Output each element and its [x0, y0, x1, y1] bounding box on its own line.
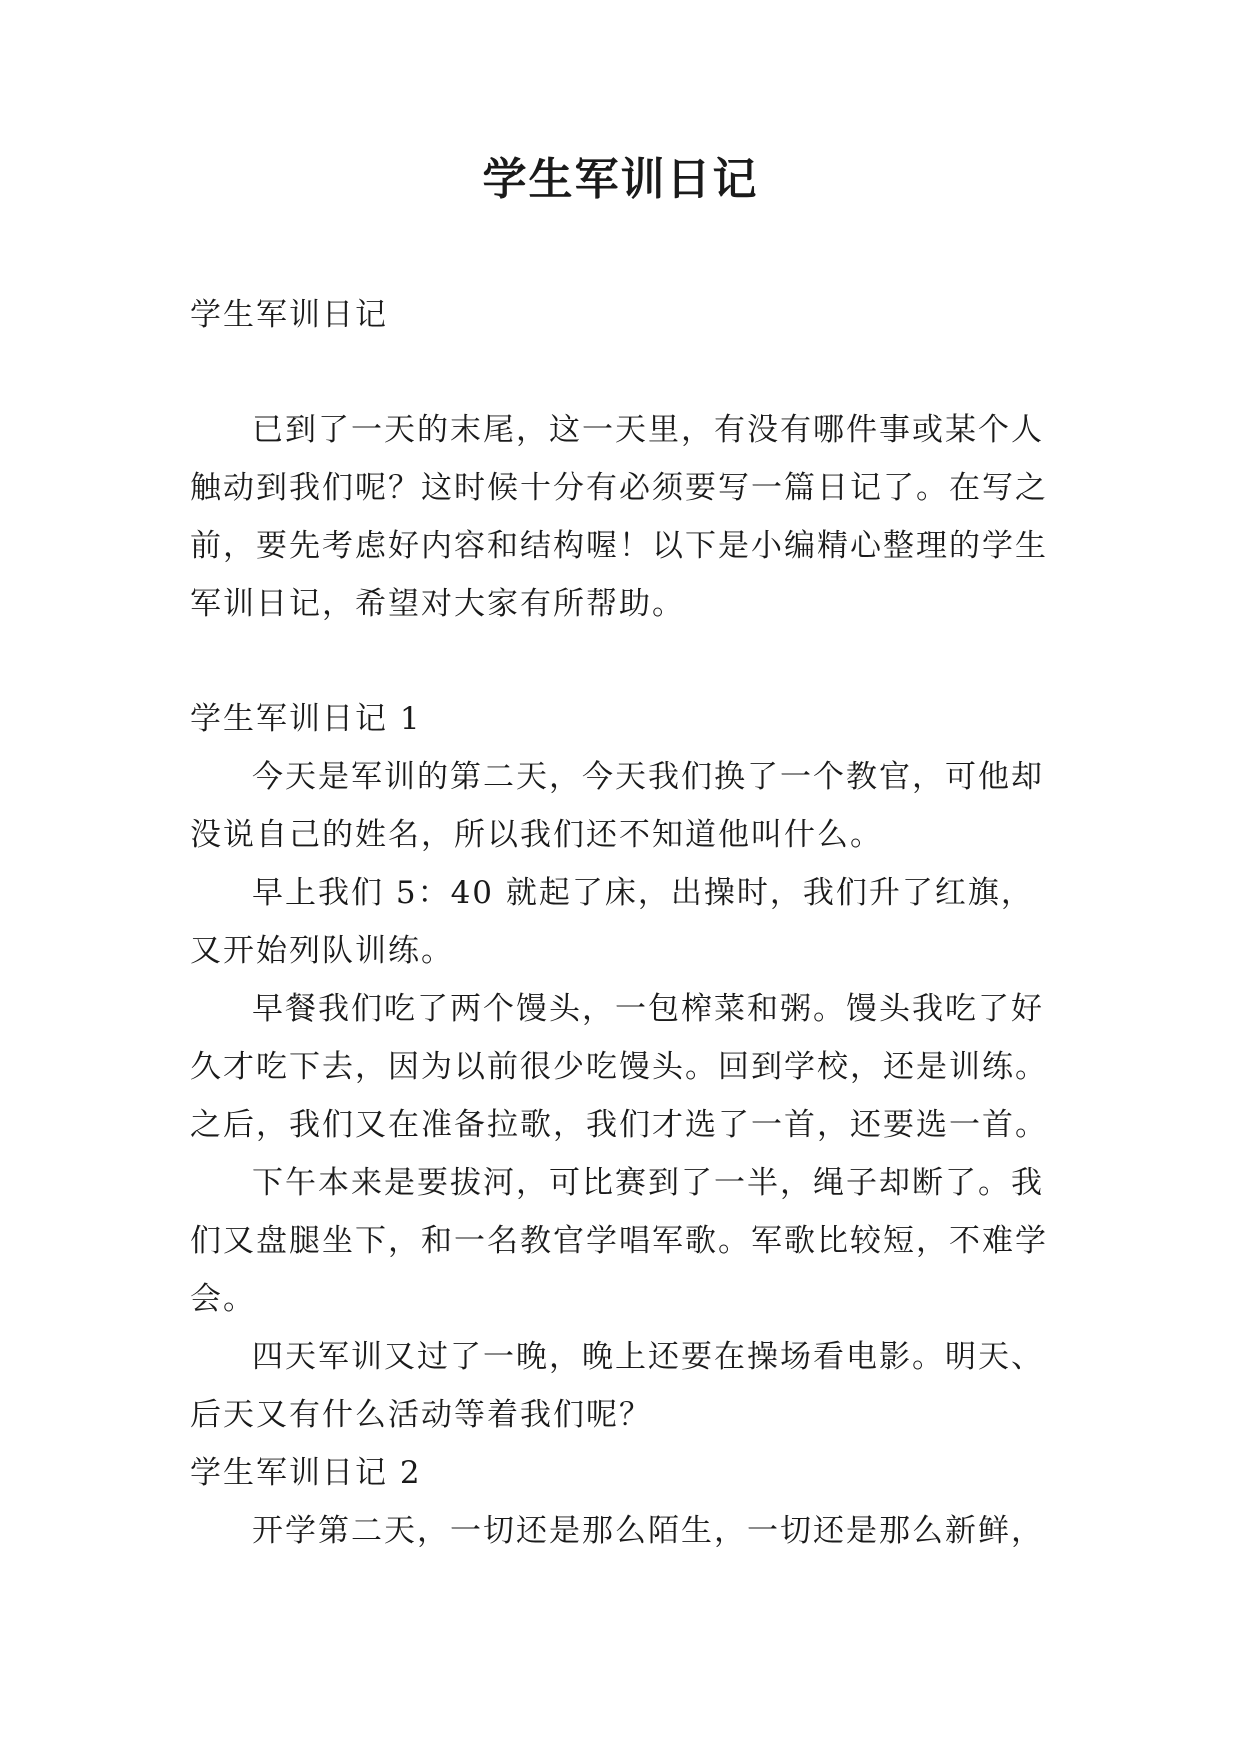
- body-paragraph: 早上我们 5：40 就起了床，出操时，我们升了红旗，又开始列队训练。: [190, 875, 1034, 969]
- intro-paragraph: 已到了一天的末尾，这一天里，有没有哪件事或某个人触动到我们呢？这时候十分有必须要写一篇日记了。在写之前，要先考虑好内容和结构喔！以下是小编精心整理的学生军训日记，希望对大家有所帮助。: [190, 412, 1048, 622]
- body-paragraph: 早餐我们吃了两个馒头，一包榨菜和粥。馒头我吃了好久才吃下去，因为以前很少吃馒头。回到学校，还是训练。之后，我们又在准备拉歌，我们才选了一首，还要选一首。: [190, 991, 1048, 1143]
- document-body: [190, 286, 1058, 1560]
- body-paragraph: 今天是军训的第二天，今天我们换了一个教官，可他却没说自己的姓名，所以我们还不知道他叫什么。: [190, 759, 1044, 853]
- section-heading: 学生军训日记 2: [190, 1455, 422, 1491]
- section-heading: 学生军训日记 1: [190, 701, 422, 737]
- document-subtitle: 学生军训日记: [190, 297, 388, 333]
- body-paragraph: 开学第二天，一切还是那么陌生，一切还是那么新鲜，: [252, 1513, 1044, 1549]
- document-title: 学生军训日记: [482, 154, 759, 205]
- body-paragraph: 下午本来是要拔河，可比赛到了一半，绳子却断了。我们又盘腿坐下，和一名教官学唱军歌。军歌比较短，不难学会。: [190, 1165, 1048, 1317]
- body-paragraph: 四天军训又过了一晚，晚上还要在操场看电影。明天、后天又有什么活动等着我们呢？: [190, 1339, 1044, 1433]
